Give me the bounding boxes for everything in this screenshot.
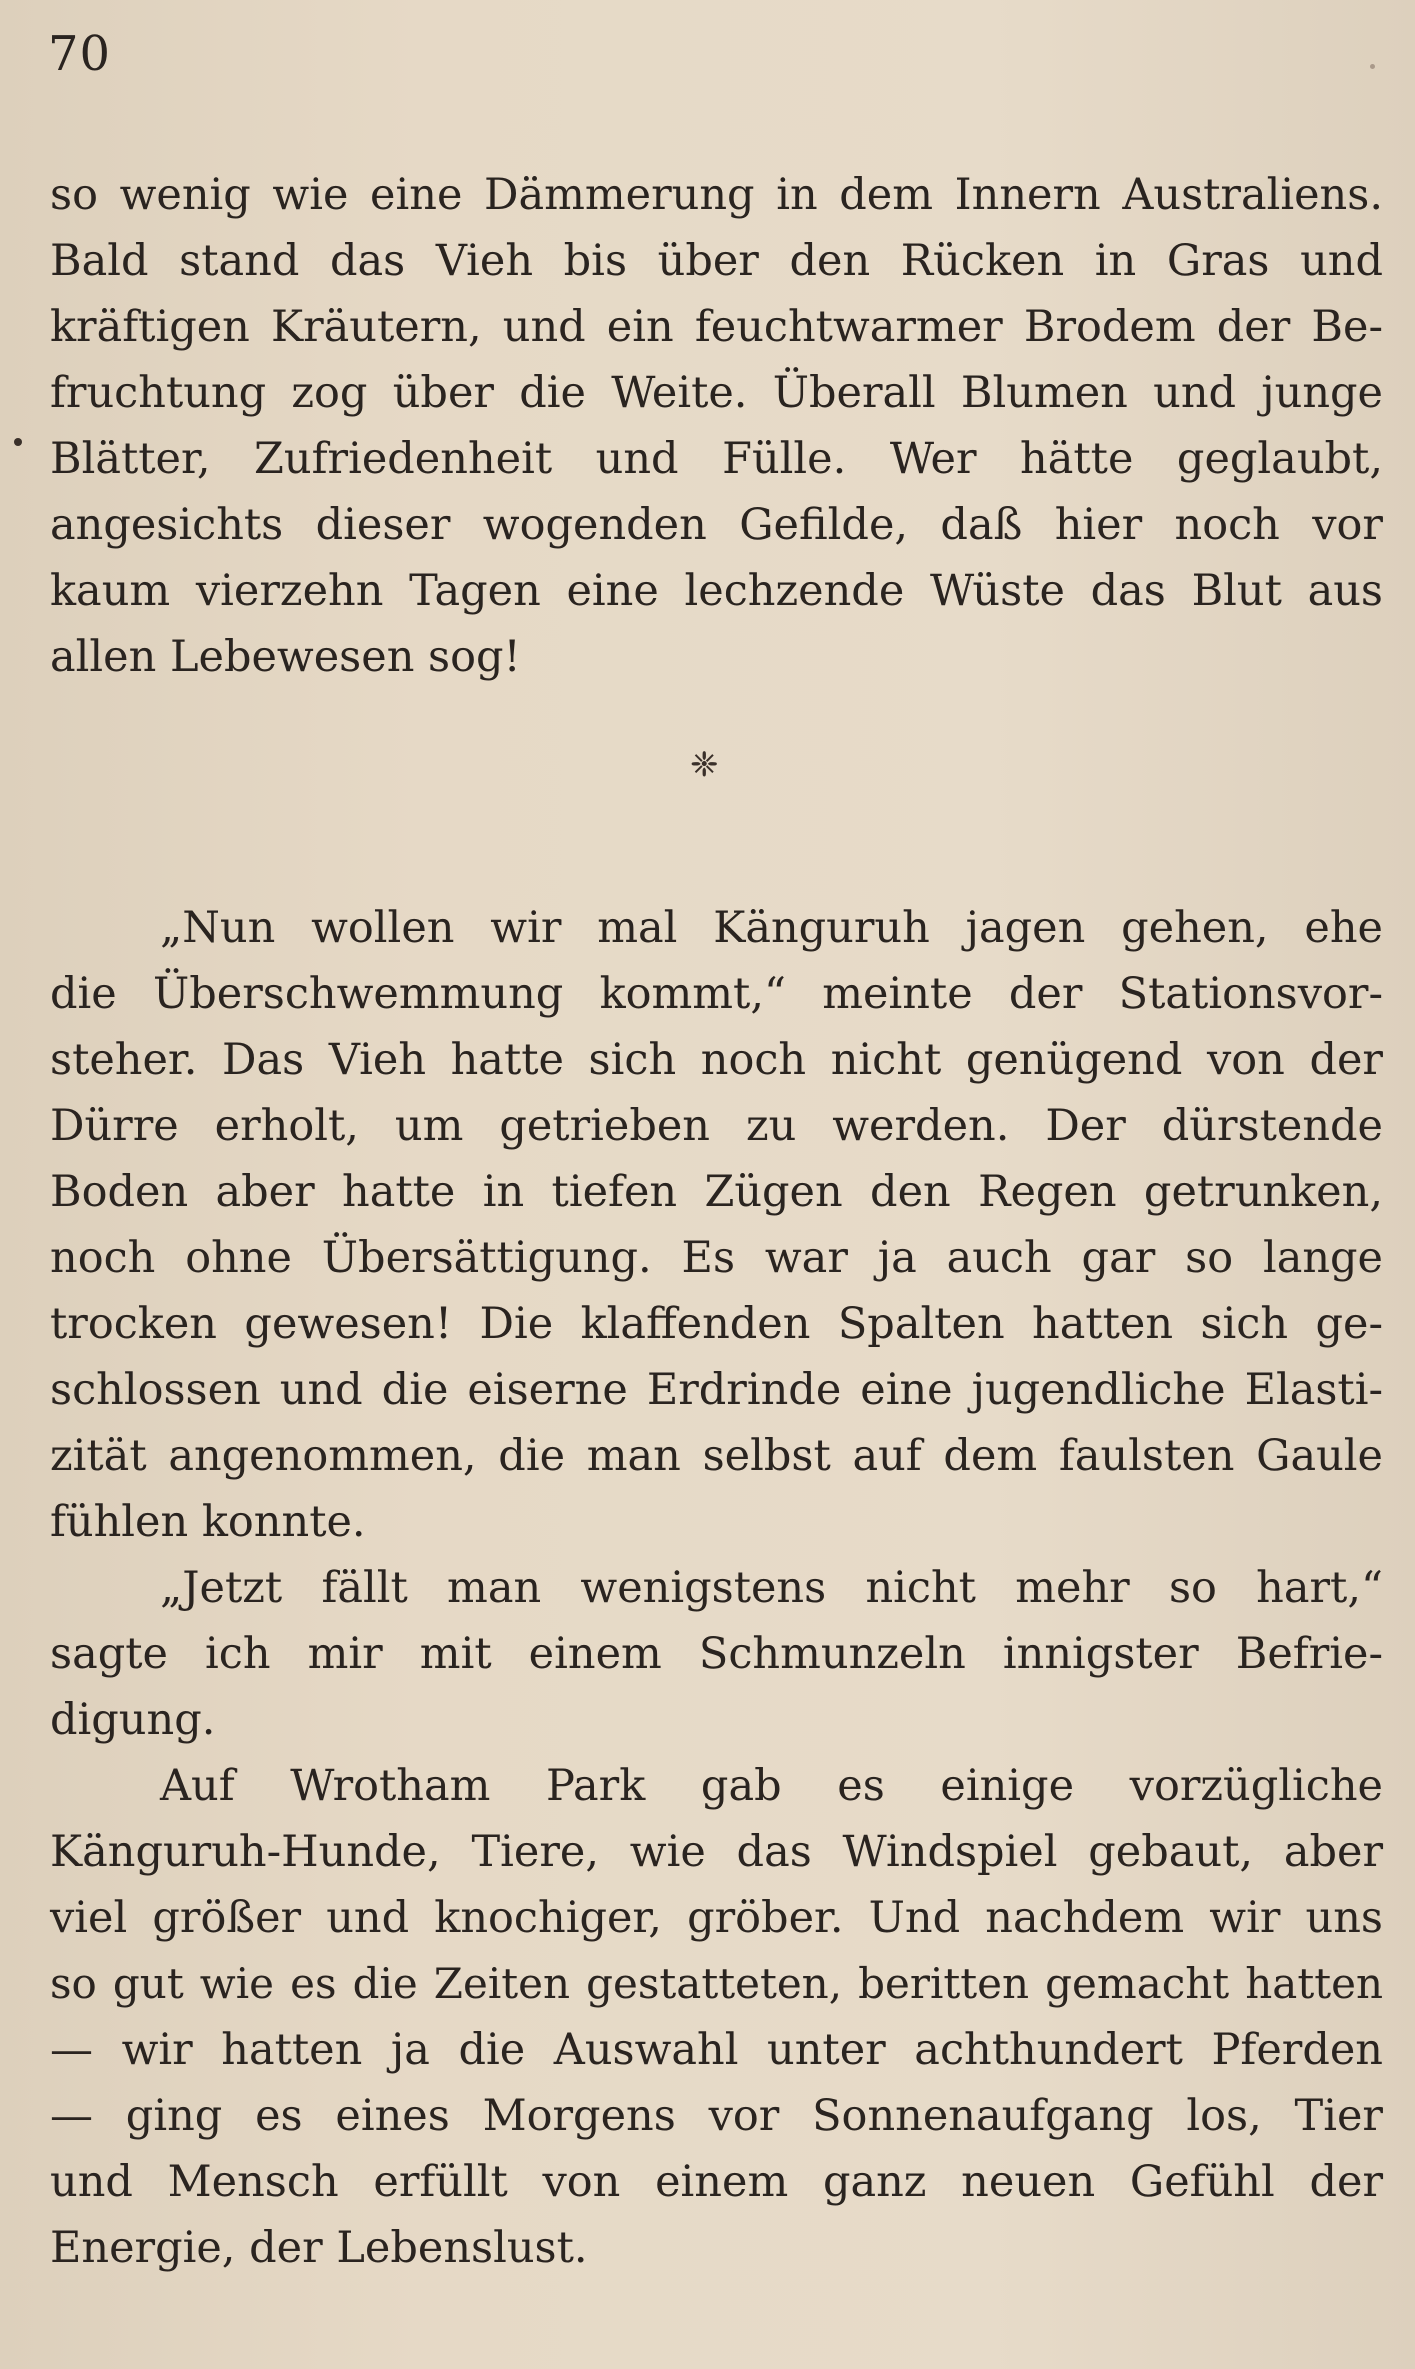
text-line: digung.	[50, 1695, 216, 1745]
text-line: schlossen und die eiserne Erdrinde eine jugendliche Elasti-	[50, 1365, 1383, 1415]
text-line: Boden aber hatte in tiefen Zügen den Regen getrunken,	[50, 1167, 1383, 1217]
text-line: so gut wie es die Zeiten gestatteten, beritten gemacht hatten	[50, 1959, 1383, 2008]
text-line: noch ohne Übersättigung. Es war ja auch gar so lange	[50, 1233, 1383, 1283]
text-line: steher. Das Vieh hatte sich noch nicht genügend von der	[50, 1035, 1383, 1085]
text-line: Energie, der Lebenslust.	[50, 2223, 588, 2273]
text-line: die Überschwemmung kommt,“ meinte der Stationsvor-	[50, 969, 1383, 1019]
text-line: Känguruh-Hunde, Tiere, wie das Windspiel gebaut, aber	[50, 1827, 1383, 1877]
text-line: „Nun wollen wir mal Känguruh jagen gehen, ehe	[160, 903, 1383, 953]
paragraph-1	[50, 162, 1383, 690]
section-2	[50, 895, 1383, 2281]
text-line: „Jetzt fällt man wenigstens nicht mehr so hart,“	[160, 1563, 1383, 1613]
text-line: Dürre erholt, um getrieben zu werden. Der dürstende	[50, 1101, 1383, 1151]
text-line: zität angenommen, die man selbst auf dem faulsten Gaule	[50, 1431, 1383, 1481]
text-line: fruchtung zog über die Weite. Überall Blumen und junge	[50, 368, 1383, 418]
paper-speck	[1370, 64, 1375, 69]
text-line: Blätter, Zufriedenheit und Fülle. Wer hätte geglaubt,	[50, 434, 1383, 484]
text-line: so wenig wie eine Dämmerung in dem Innern Australiens.	[50, 170, 1383, 220]
text-line: Auf Wrotham Park gab es einige vorzügliche	[160, 1761, 1383, 1811]
text-line: Bald stand das Vieh bis über den Rücken in Gras und	[50, 236, 1383, 286]
text-line: — ging es eines Morgens vor Sonnenaufgang los, Tier	[50, 2091, 1383, 2141]
text-line: fühlen konnte.	[50, 1497, 366, 1547]
text-line: angesichts dieser wogenden Gefilde, daß hier noch vor	[50, 500, 1383, 550]
text-line: sagte ich mir mit einem Schmunzeln innigster Befrie-	[50, 1629, 1383, 1679]
section-separator-ornament: ❈	[690, 745, 719, 785]
text-line: kaum vierzehn Tagen eine lechzende Wüste das Blut aus	[50, 566, 1383, 616]
text-line: — wir hatten ja die Auswahl unter achthundert Pferden	[50, 2025, 1383, 2075]
page-number: 70	[48, 26, 112, 82]
margin-mark	[14, 438, 22, 446]
text-line: und Mensch erfüllt von einem ganz neuen Gefühl der	[50, 2157, 1383, 2207]
text-line: allen Lebewesen sog!	[50, 632, 521, 682]
text-line: trocken gewesen! Die klaffenden Spalten hatten sich ge-	[50, 1299, 1383, 1349]
text-line: kräftigen Kräutern, und ein feuchtwarmer Brodem der Be-	[50, 302, 1383, 352]
text-line: viel größer und knochiger, gröber. Und nachdem wir uns	[50, 1893, 1383, 1943]
